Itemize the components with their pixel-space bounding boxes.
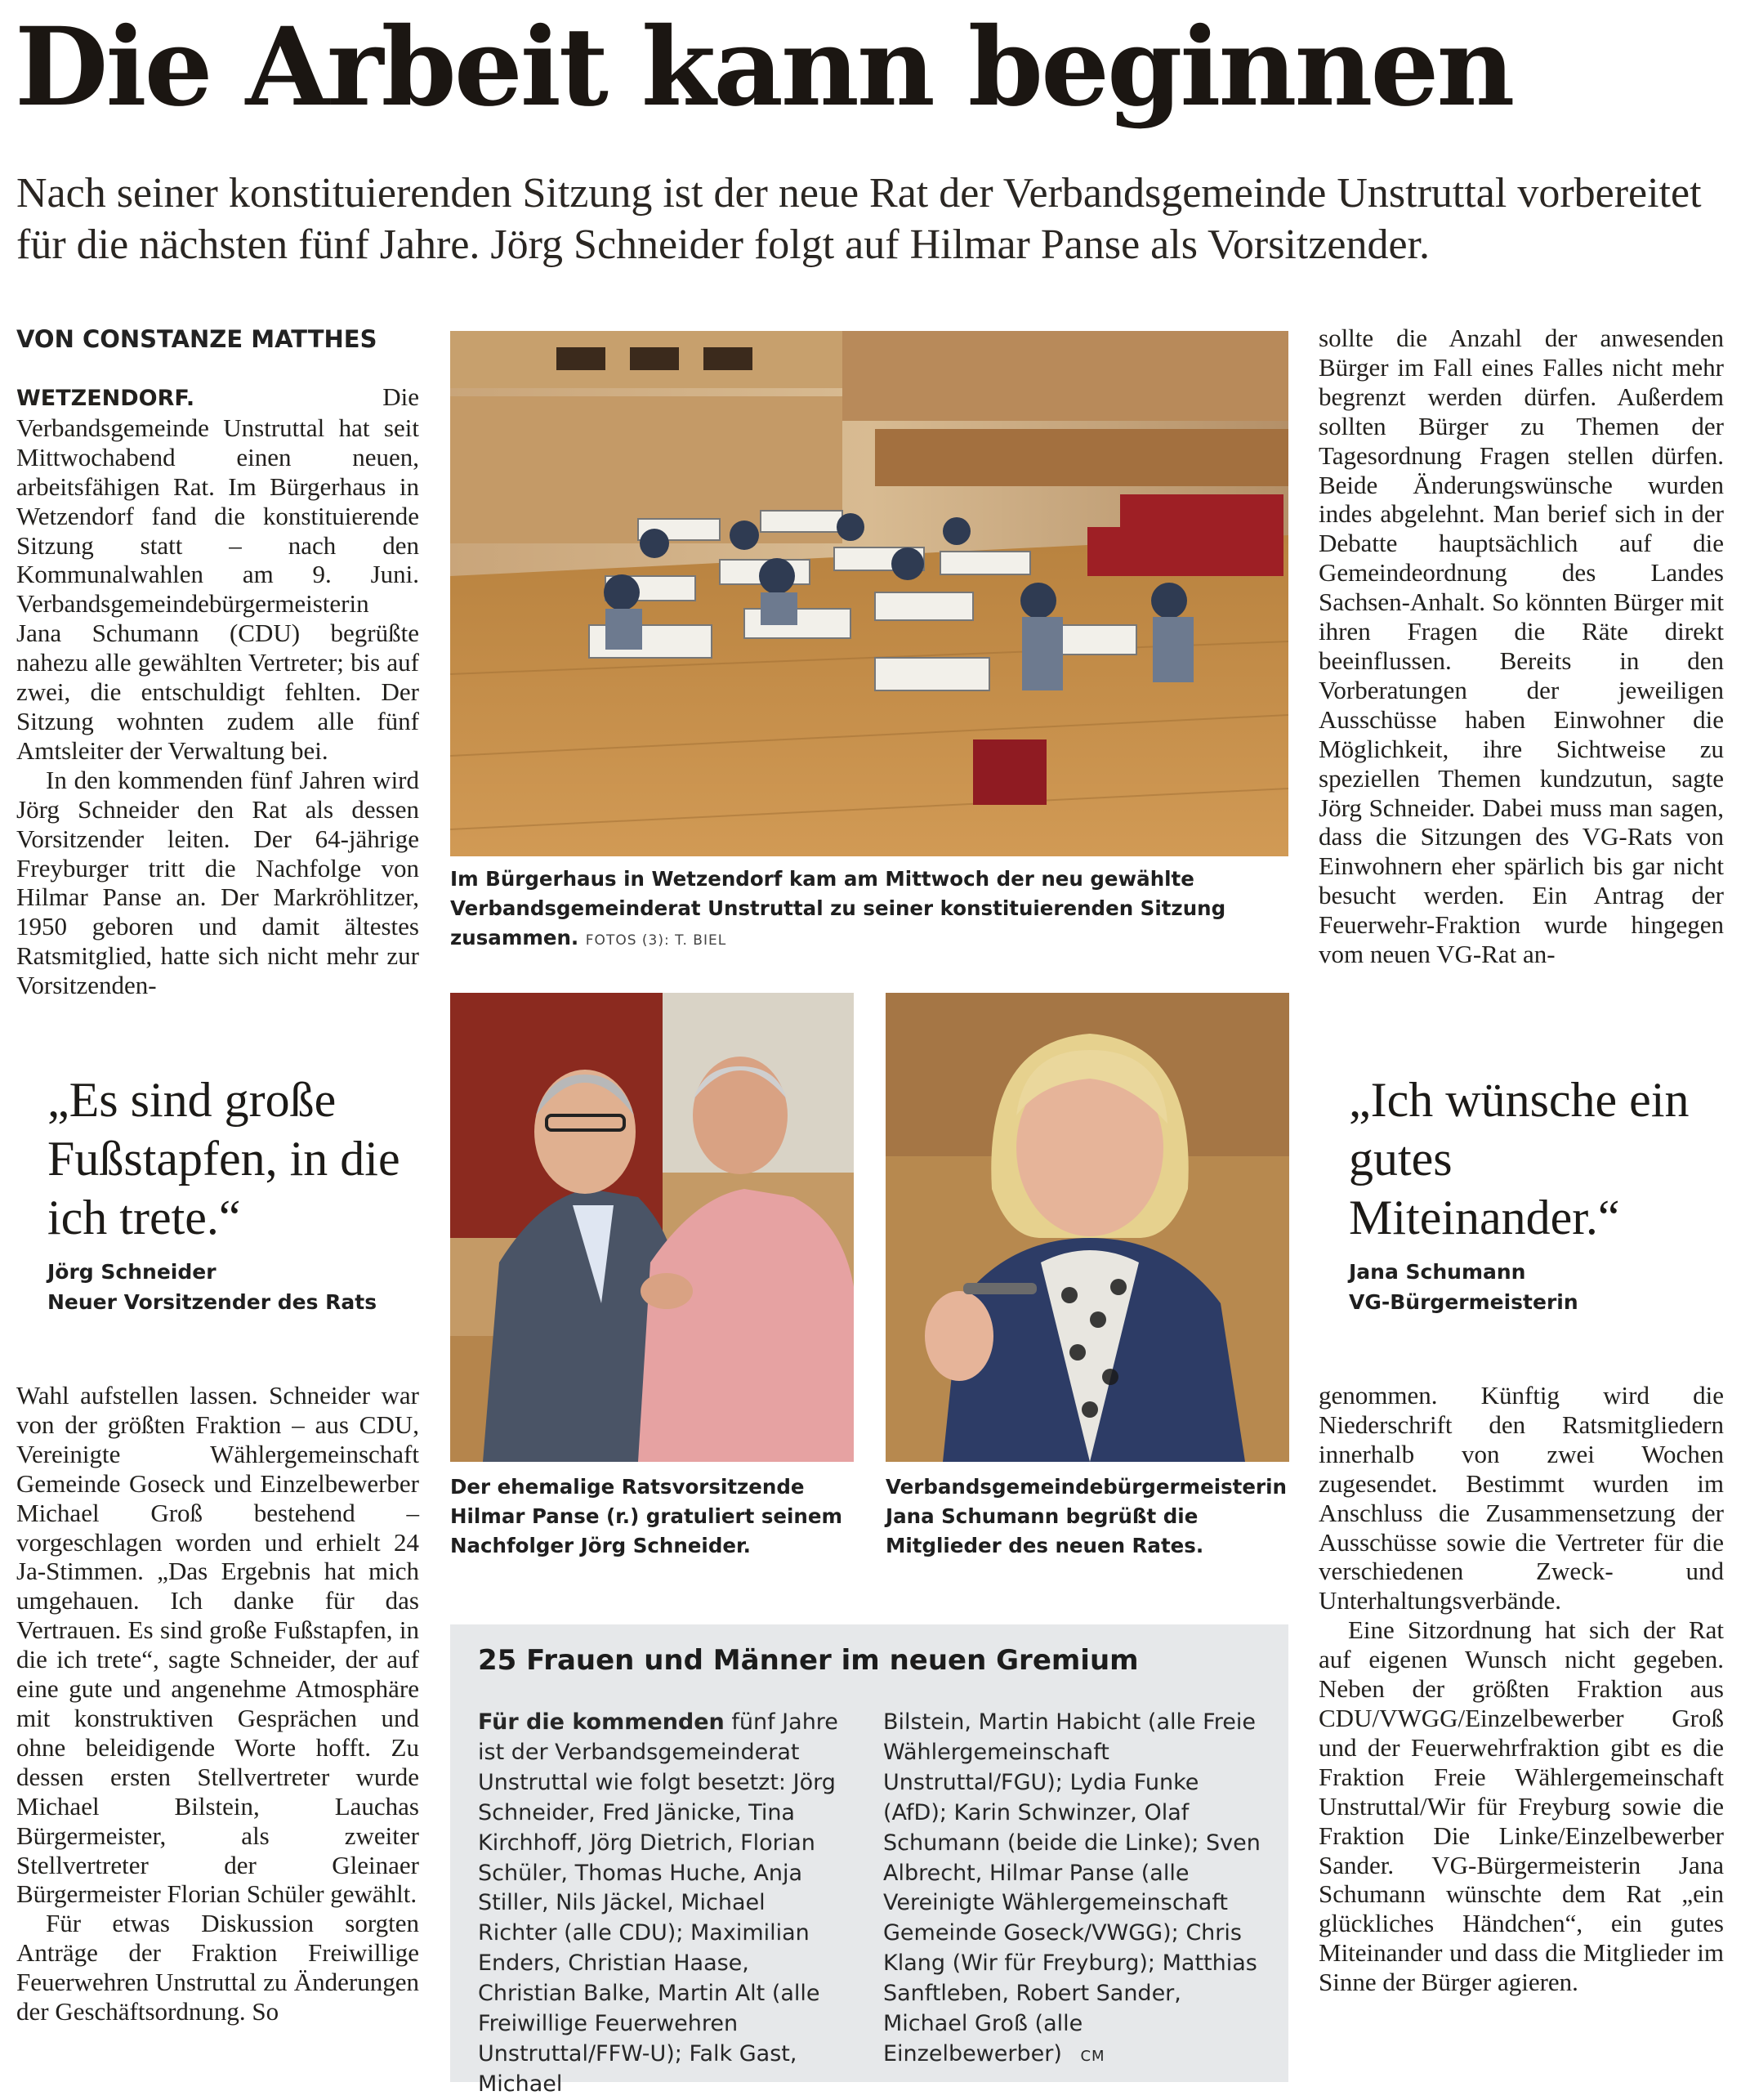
column-1-bottom (16, 1381, 419, 2026)
byline: VON CONSTANZE MATTHES (16, 325, 377, 353)
photo-caption-main: Im Bürgerhaus in Wetzendorf kam am Mittwoch der neu gewählte Verbandsgemeinderat Unstruttal zu seiner konstituierenden Sitzung zusammen. FOTOS (3): T. BIEL (450, 867, 1226, 949)
body-paragraph: Wahl aufstellen lassen. Schneider war von der größten Fraktion – aus CDU, Vereinigte Wählergemeinschaft Gemeinde Goseck und Einzelbewerber Michael Groß bestehend – vorgeschlagen worden und erhielt 24 Ja-Stimmen. „Das Ergebnis hat mich umgehauen. Ich danke für das Vertrauen. Es sind große Fußstapfen, in die ich trete“, sagte Schneider, der auf eine gute und angenehme Atmosphäre mit konstruktiven Gesprächen und ohne beleidigende Worte hofft. Zu dessen ersten Stellvertreter wurde Michael Bilstein, Lauchas Bürgermeister, als zweiter Stellvertreter der Gleinaer Bürgermeister Florian Schüler gewählt. (16, 1381, 419, 1909)
quote-text: „Es sind große Fußstapfen, in die ich trete.“ (47, 1073, 400, 1244)
column-3-top (1319, 324, 1724, 969)
body-paragraph: Die Verbandsgemeinde Unstruttal hat seit Mittwochabend einen neuen, arbeitsfähigen Rat. Im Bürgerhaus in Wetzendorf fand die konstituierende Sitzung statt – nach den Kommunalwahlen am 9. Juni. Verbandsgemeindebürgermeisterin Jana Schumann (CDU) begrüßte nahezu alle gewählten Vertreter; bis auf zwei, die entschuldigt fehlten. Der Sitzung wohnten zudem alle fünf Amtsleiter der Verwaltung bei. (16, 382, 419, 765)
infobox-column-2 (883, 1708, 1267, 2072)
body-paragraph: Eine Sitzordnung hat sich der Rat auf eigenen Wunsch nicht gegeben. Neben der größten Fraktion aus CDU/VWGG/Einzelbewerber Groß und der Feuerwehrfraktion gibt es die Fraktion Freie Wählergemeinschaft Unstruttal/Wir für Freyburg sowie die Fraktion Die Linke/Einzelbewerber Sander. VG-Bürgermeisterin Jana Schumann wünschte dem Rat „ein glückliches Händchen“, ein gutes Miteinander und dass die Mitglieder im Sinne der Bürger agieren. (1319, 1615, 1724, 1997)
infobox-lead: Für die kommenden (478, 1709, 725, 1735)
photo-caption-handshake: Der ehemalige Ratsvorsitzende Hilmar Panse (r.) gratuliert seinem Nachfolger Jörg Schneider. (450, 1475, 843, 1557)
quote-role: VG-Bürgermeisterin (1349, 1290, 1578, 1314)
photo-credit: FOTOS (3): T. BIEL (585, 932, 727, 949)
photo-jana-schumann (886, 993, 1289, 1462)
body-paragraph: Für etwas Diskussion sorgten Anträge der Fraktion Freiwillige Feuerwehren Unstruttal zu Änderungen der Geschäftsordnung. So (16, 1909, 419, 2026)
quote-role: Neuer Vorsitzender des Rats (47, 1290, 377, 1314)
infobox-text: Bilstein, Martin Habicht (alle Freie Wählergemeinschaft Unstruttal/FGU); Lydia Funke (AfD); Karin Schwinzer, Olaf Schumann (beide die Linke); Sven Albrecht, Hilmar Panse (alle Vereinigte Wählergemeinschaft Gemeinde Goseck/VWGG); Chris Klang (Wir für Freyburg); Matthias Sanftleben, Robert Sander, Michael Groß (alle Einzelbewerber) (883, 1709, 1261, 2066)
infobox-title: 25 Frauen und Männer im neuen Gremium (478, 1644, 1139, 1677)
photo-handshake (450, 993, 854, 1462)
infobox-council-members (450, 1624, 1288, 2097)
quote-name: Jana Schumann (1349, 1260, 1526, 1284)
body-paragraph: sollte die Anzahl der anwesenden Bürger im Fall eines Falles nicht mehr begrenzt werden dürfen. Außerdem sollten Bürger zu Themen der Tagesordnung Fragen stellen dürfen. Beide Änderungswünsche wurden indes abgelehnt. Man berief sich in der Debatte hauptsächlich auf die Gemeindeordnung des Landes Sachsen-Anhalt. So könnten Bürger mit ihren Fragen die Räte direkt beeinflussen. Bereits in den Vorberatungen der jeweiligen Ausschüsse haben Einwohner die Möglichkeit, ihre Sichtweise zu speziellen Themen kundzutun, sagte Jörg Schneider. Dabei muss man sagen, dass die Sitzungen des VG-Rats von Einwohnern eher spärlich bis gar nicht besucht werden. Ein Antrag der Feuerwehr-Fraktion wurde hingegen vom neuen VG-Rat an- (1319, 324, 1724, 969)
photo-caption-schumann: Verbandsgemeindebürgermeisterin Jana Schumann begrüßt die Mitglieder des neuen Rates. (886, 1475, 1287, 1557)
body-paragraph: genommen. Künftig wird die Niederschrift den Ratsmitgliedern innerhalb von zwei Wochen zugesendet. Bestimmt wurden im Anschluss die Zusammensetzung der Ausschüsse sowie die Vertreter für die verschiedenen Zweck- und Unterhaltungsverbände. (1319, 1381, 1724, 1615)
pull-quote-left (47, 1070, 431, 1317)
body-paragraph: In den kommenden fünf Jahren wird Jörg Schneider den Rat als dessen Vorsitzender leiten. Der 64-jährige Freyburger tritt die Nachfolge von Hilmar Panse an. Der Markröhlitzer, 1950 geboren und damit ältestes Ratsmitglied, hatte sich nicht mehr zur Vorsitzenden- (16, 765, 419, 1000)
column-3-bottom (1319, 1381, 1724, 1997)
dateline: WETZENDORF. (16, 386, 195, 411)
headline: Die Arbeit kann beginnen (15, 4, 1513, 131)
quote-name: Jörg Schneider (47, 1260, 217, 1284)
infobox-author: CM (1080, 2047, 1105, 2065)
infobox-text: fünf Jahre ist der Verbandsgemeinderat Unstruttal wie folgt besetzt: Jörg Schneider, Fred Jänicke, Tina Kirchhoff, Jörg Dietrich, Florian Schüler, Thomas Huche, Anja Stiller, Nils Jäckel, Michael Richter (alle CDU); Maximilian Enders, Christian Haase, Christian Balke, Martin Alt (alle Freiwillige Feuerwehren Unstruttal/FFW-U); Falk Gast, Michael (478, 1709, 838, 2097)
pull-quote-right (1349, 1070, 1708, 1317)
photo-council-session (450, 331, 1288, 856)
infobox-column-1 (478, 1708, 850, 2100)
subheadline: Nach seiner konstituierenden Sitzung ist der neue Rat der Verbandsgemeinde Unstruttal vorbereitet für die nächsten fünf Jahre. Jörg Schneider folgt auf Hilmar Panse als Vorsitzender. (16, 170, 1702, 268)
quote-text: „Ich wünsche ein gutes Miteinander.“ (1349, 1073, 1690, 1244)
column-1-top (16, 382, 419, 1000)
